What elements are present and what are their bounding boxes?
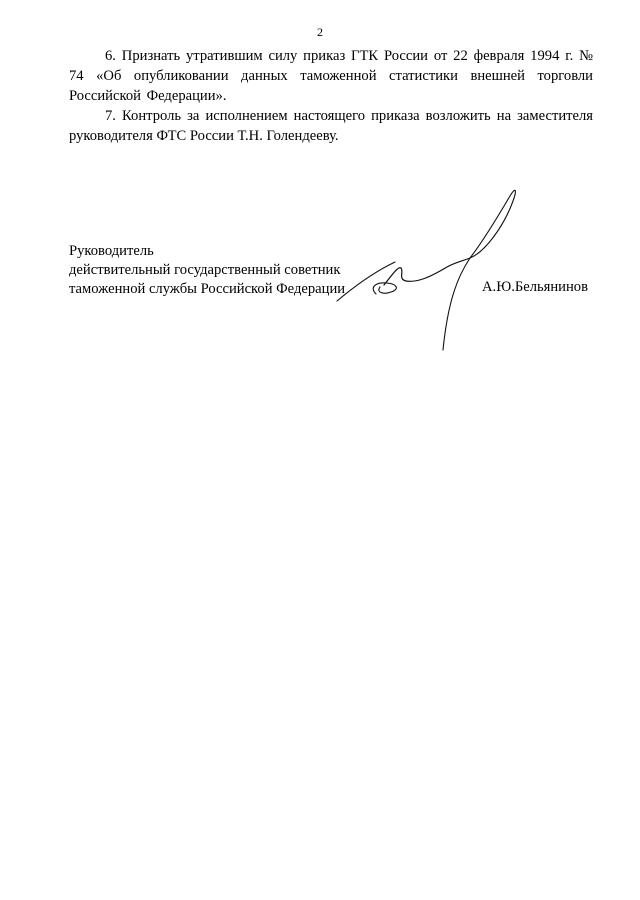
page-number: 2 xyxy=(317,25,323,39)
signer-name: А.Ю.Бельянинов xyxy=(482,279,588,295)
signer-title-line-1: Руководитель xyxy=(69,243,154,259)
document-body xyxy=(69,46,593,146)
signer-title-line-3: таможенной службы Российской Федерации xyxy=(69,281,346,297)
paragraph-7: 7. Контроль за исполнением настоящего приказа возложить на заместителя руководителя ФТС России Т.Н. Голендееву. xyxy=(69,108,593,144)
signature-block xyxy=(69,242,345,299)
paragraph-6: 6. Признать утратившим силу приказ ГТК России от 22 февраля 1994 г. № 74 «Об опубликовании данных таможенной статистики внешней торговли Российской Федерации». xyxy=(69,48,593,104)
signer-title-line-2: действительный государственный советник xyxy=(69,262,341,278)
